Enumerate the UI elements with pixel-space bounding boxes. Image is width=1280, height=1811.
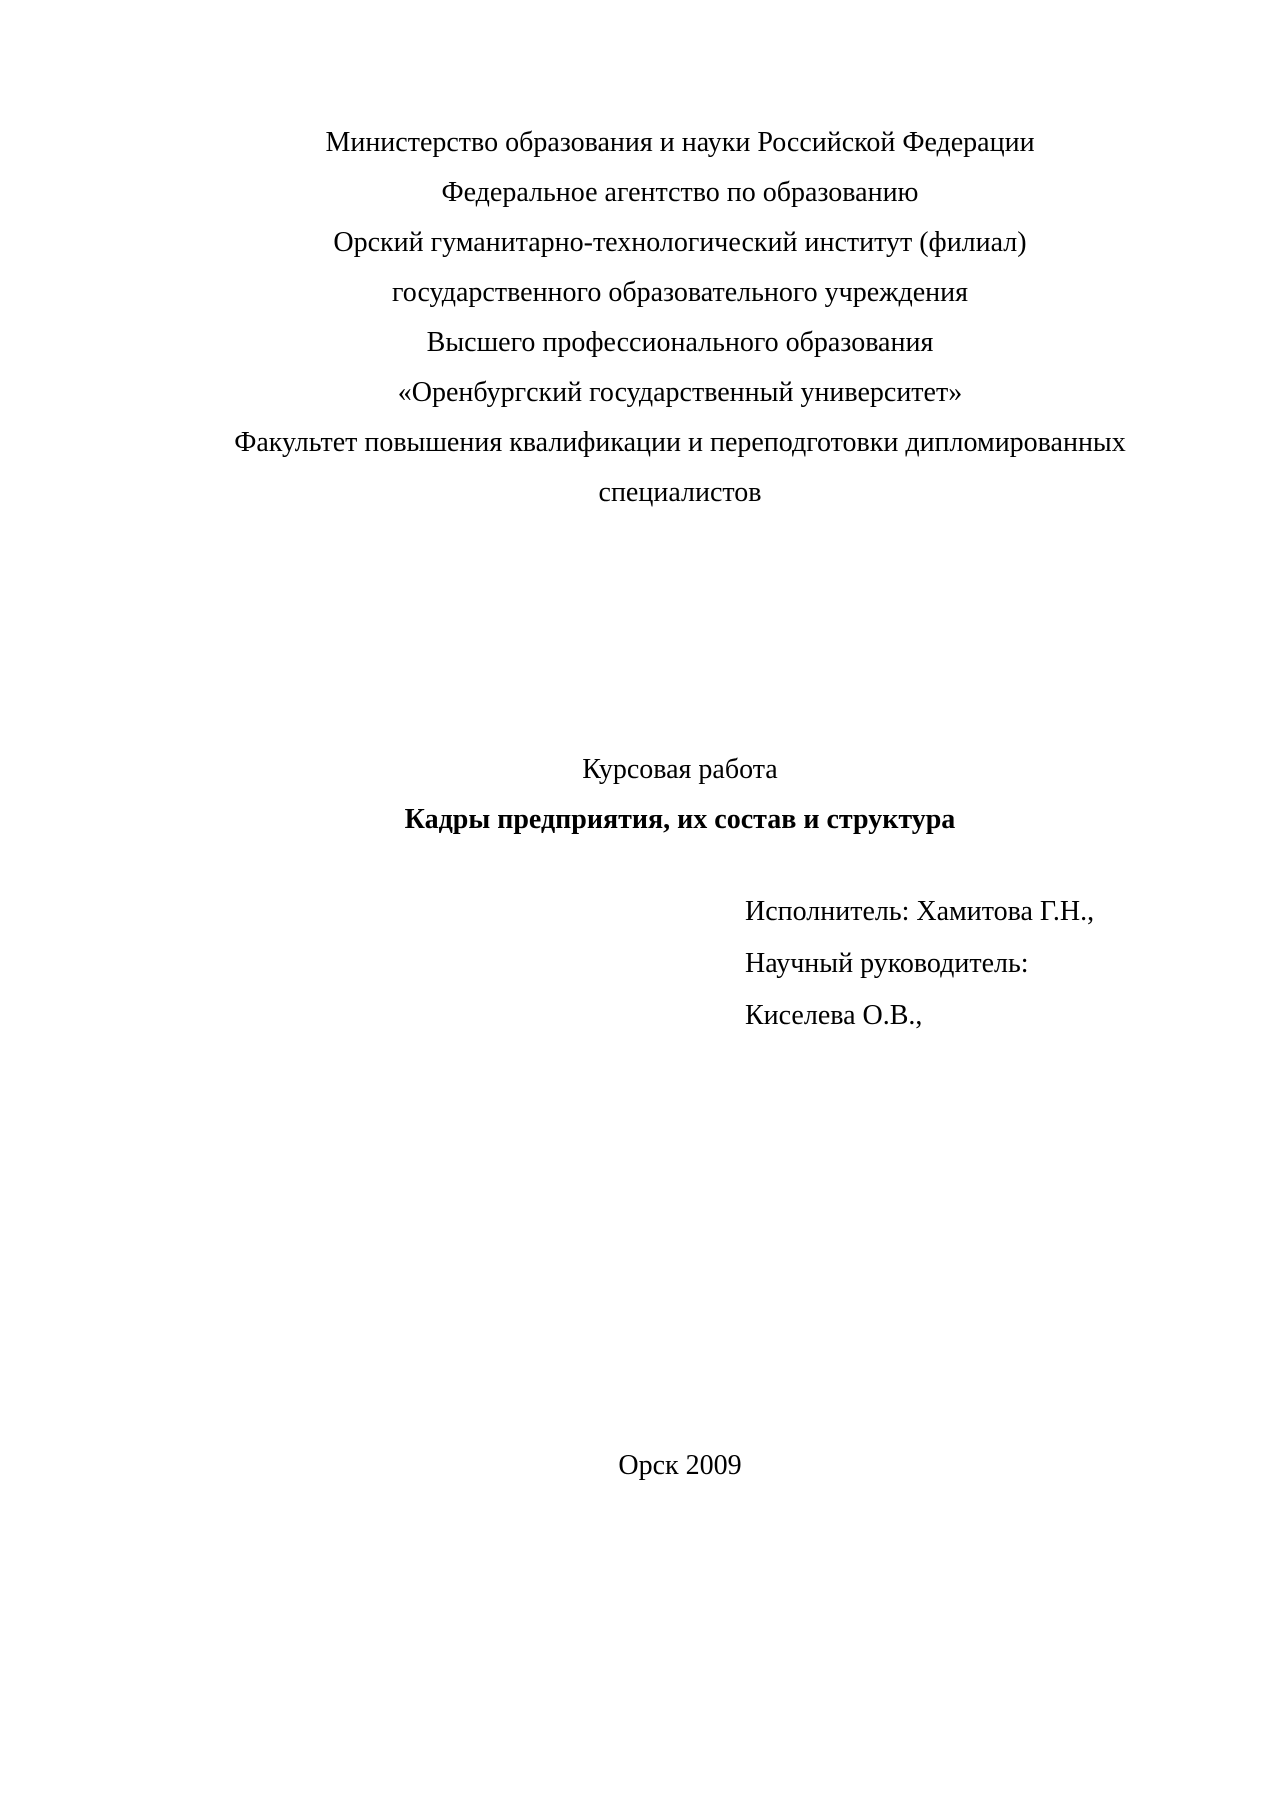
header-line-education-level: Высшего профессионального образования [426, 327, 934, 358]
work-type-label: Курсовая работа [582, 754, 778, 785]
header-line-agency: Федеральное агентство по образованию [441, 177, 919, 208]
header-line-institute: Орский гуманитарно-технологический институт (филиал) [333, 227, 1027, 258]
credits-supervisor-name: Киселева О.В., [745, 1000, 923, 1031]
header-line-faculty: Факультет повышения квалификации и переподготовки дипломированных [234, 427, 1126, 458]
credits-supervisor-label: Научный руководитель: [745, 948, 1029, 979]
header-line-faculty-cont: специалистов [598, 477, 762, 508]
institution-header [190, 118, 1170, 518]
credits-author: Исполнитель: Хамитова Г.Н., [745, 896, 1095, 927]
credits-block [745, 886, 1094, 1042]
work-title: Кадры предприятия, их состав и структура [404, 804, 956, 835]
header-line-institution-type: государственного образовательного учреждения [391, 277, 969, 308]
title-block [190, 745, 1170, 845]
header-line-university: «Оренбургский государственный университет» [397, 377, 963, 408]
header-line-ministry: Министерство образования и науки Российской Федерации [325, 127, 1035, 158]
place-year: Орск 2009 [618, 1450, 742, 1481]
